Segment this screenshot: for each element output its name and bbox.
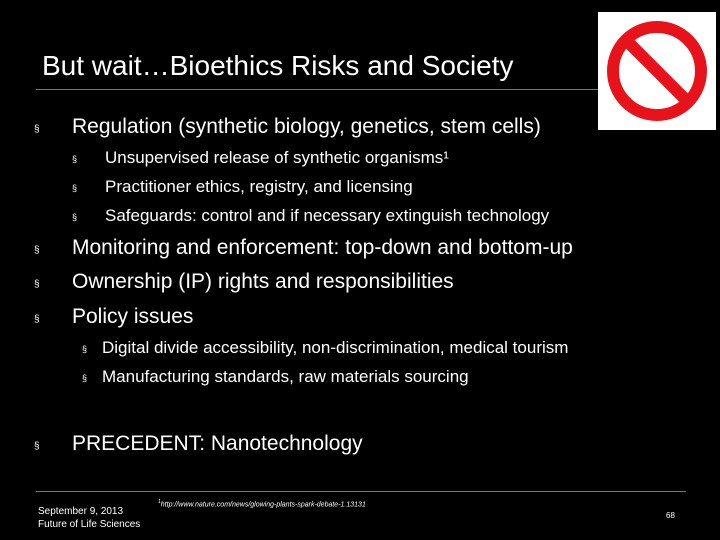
bullet-marker: § (34, 279, 40, 290)
bullet-text: Monitoring and enforcement: top-down and bottom-up (72, 236, 573, 259)
bullet-marker: § (72, 154, 78, 164)
footer-date: September 9, 2013 (38, 506, 124, 517)
footnote-link[interactable]: http://www.nature.com/news/glowing-plants-spark-debate-1.13131 (160, 501, 366, 509)
bullet-marker: § (34, 245, 40, 256)
bullet-text: Safeguards: control and if necessary extinguish technology (105, 206, 550, 225)
bullet-text: PRECEDENT: Nanotechnology (72, 432, 363, 455)
bullet-marker: § (34, 314, 40, 325)
bullet-text: Regulation (synthetic biology, genetics, stem cells) (72, 115, 541, 138)
bullet-text: Policy issues (72, 305, 194, 328)
prohibition-icon (598, 12, 716, 130)
bullet-marker: § (82, 344, 88, 354)
bullet-marker: § (72, 183, 78, 193)
bullet-marker: § (82, 373, 88, 383)
footer-org: Future of Life Sciences (38, 519, 141, 530)
footnote (158, 499, 366, 508)
page-number: 68 (666, 511, 675, 520)
footnote-mark: 1 (158, 499, 161, 505)
title-divider (36, 89, 601, 90)
bullet-text: Ownership (IP) rights and responsibilities (72, 270, 454, 293)
bullet-marker: § (34, 124, 40, 135)
bullet-marker: § (34, 441, 40, 452)
slide-title: But wait…Bioethics Risks and Society (42, 50, 514, 81)
bullet-text: Unsupervised release of synthetic organisms¹ (105, 148, 449, 167)
bullet-text: Manufacturing standards, raw materials sourcing (102, 367, 469, 386)
bullet-text: Practitioner ethics, registry, and licensing (105, 177, 413, 196)
footer-info (38, 505, 140, 531)
bullet-marker: § (72, 212, 78, 222)
footer-divider (36, 491, 686, 492)
bullet-text: Digital divide accessibility, non-discrimination, medical tourism (102, 338, 569, 357)
